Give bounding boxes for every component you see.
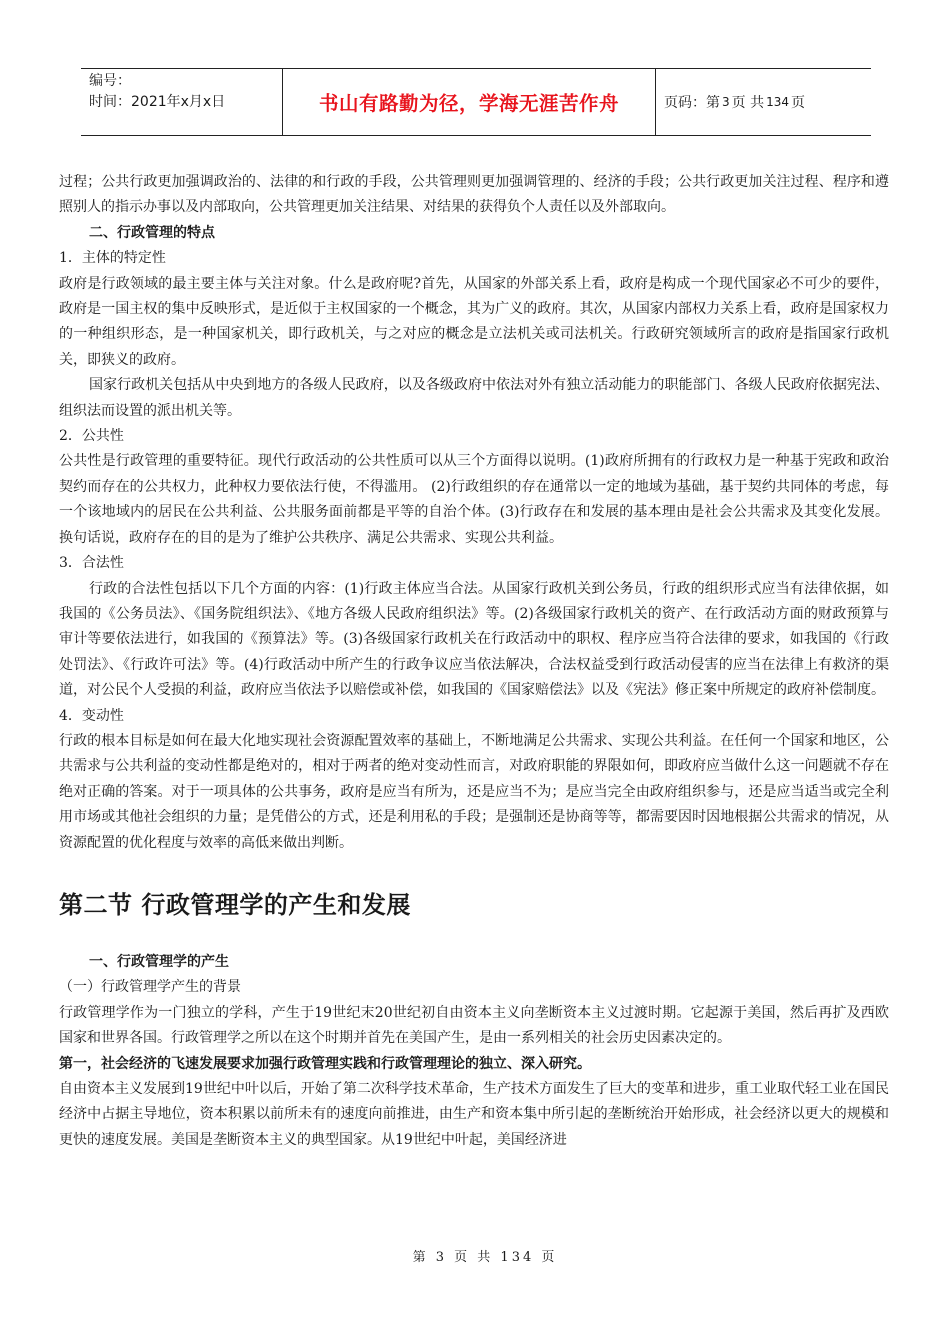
subheading-subject: 1．主体的特定性 (59, 250, 166, 267)
time-label: 时间：2021年x月x日 (89, 94, 226, 110)
page-header (81, 68, 871, 136)
header-meta (81, 69, 283, 135)
heading-origin: 一、行政管理学的产生 (89, 953, 229, 970)
number-label: 编号： (89, 73, 131, 89)
page-mid: 页 共 (731, 95, 765, 111)
subheading-variability: 4．变动性 (59, 707, 124, 724)
header-motto: 书山有路勤为径，学海无涯苦作舟 (283, 69, 656, 135)
subheading-publicness: 2．公共性 (59, 428, 124, 445)
header-page-number (656, 69, 871, 135)
heading-features: 二、行政管理的特点 (89, 224, 215, 241)
bold-point-first: 第一，社会经济的飞速发展要求加强行政管理实践和行政管理理论的独立、深入研究。 (59, 1055, 591, 1072)
page-footer: 第 3 页 共 134 页 (412, 1250, 558, 1265)
subheading-background: （一）行政管理学产生的背景 (59, 979, 241, 996)
paragraph: 过程；公共行政更加强调政治的、法律的和行政的手段，公共管理则更加强调管理的、经济的手段；公共行政更加关注过程、程序和遵照别人的指示办事以及内部取向，公共管理更加关注结果、对结果的获得负个人责任以及外部取向。 (59, 174, 889, 216)
subheading-legality: 3．合法性 (59, 555, 124, 572)
paragraph: 国家行政机关包括从中央到地方的各级人民政府，以及各级政府中依法对外有独立活动能力的职能部门、各级人民政府依据宪法、组织法而设置的派出机关等。 (59, 377, 889, 419)
paragraph: 行政的根本目标是如何在最大化地实现社会资源配置效率的基础上，不断地满足公共需求、实现公共利益。在任何一个国家和地区，公共需求与公共利益的变动性都是绝对的，相对于两者的绝对变动性而言，对政府职能的界限如何，即政府应当做什么这一问题就不存在绝对正确的答案。对于一项具体的公共事务，政府是应当有所为，还是应当不为；是应当完全由政府组织参与，还是应当适当或完全利用市场或其他社会组织的力量；是凭借公的方式，还是利用私的手段；是强制还是协商等等，都需要因时因地根据公共需求的情况，从资源配置的优化程度与效率的高低来做出判断。 (59, 732, 889, 851)
paragraph: 自由资本主义发展到19世纪中叶以后，开始了第二次科学技术革命，生产技术方面发生了巨大的变革和进步，重工业取代轻工业在国民经济中占据主导地位，资本积累以前所未有的速度向前推进，由生产和资本集中所引起的垄断统治开始形成，社会经济以更大的规模和更快的速度发展。美国是垄断资本主义的典型国家。从19世纪中叶起，美国经济进 (59, 1081, 889, 1148)
paragraph: 政府是行政领域的最主要主体与关注对象。什么是政府呢?首先，从国家的外部关系上看，政府是构成一个现代国家必不可少的要件，政府是一国主权的集中反映形式，是近似于主权国家的一个概念，其为广义的政府。其次，从国家内部权力关系上看，政府是国家权力的一种组织形态，是一种国家机关，即行政机关，与之对应的概念是立法机关或司法机关。行政研究领域所言的政府是指国家行政机关，即狭义的政府。 (59, 275, 889, 368)
paragraph: 公共性是行政管理的重要特征。现代行政活动的公共性质可以从三个方面得以说明。(1)政府所拥有的行政权力是一种基于宪政和政治契约而存在的公共权力，此种权力要依法行使，不得滥用。 (2)行政组织的存在通常以一定的地域为基础，基于契约共同体的考虑，每一个该地域内的居民在公共利益、公共服务面前都是平等的自治个体。(3)行政存在和发展的基本理由是社会公共需求及其变化发展。换句话说，政府存在的目的是为了维护公共秩序、满足公共需求、实现公共利益。 (59, 453, 889, 546)
section-title: 第二节 行政管理学的产生和发展 (59, 890, 411, 919)
paragraph: 行政的合法性包括以下几个方面的内容：(1)行政主体应当合法。从国家行政机关到公务员，行政的组织形式应当有法律依据，如我国的《公务员法》、《国务院组织法》、《地方各级人民政府组织法》等。(2)各级国家行政机关的资产、在行政活动方面的财政预算与审计等要依法进行，如我国的《预算法》等。(3)各级国家行政机关在行政活动中的职权、程序应当符合法律的要求，如我国的《行政处罚法》、《行政许可法》等。(4)行政活动中所产生的行政争议应当依法解决，合法权益受到行政活动侵害的应当在法律上有救济的渠道，对公民个人受损的利益，政府应当依法予以赔偿或补偿，如我国的《国家赔偿法》以及《宪法》修正案中所规定的政府补偿制度。 (59, 580, 889, 699)
paragraph: 行政管理学作为一门独立的学科，产生于19世纪末20世纪初自由资本主义向垄断资本主义过渡时期。它起源于美国，然后再扩及西欧国家和世界各国。行政管理学之所以在这个时期并首先在美国产生，是由一系列相关的社会历史因素决定的。 (59, 1004, 889, 1047)
page-total: 134 (766, 95, 789, 109)
page-prefix: 页码：第 (664, 95, 720, 111)
page-suffix: 页 (791, 95, 805, 111)
page-current: 3 (722, 95, 730, 109)
document-body (59, 170, 889, 1153)
